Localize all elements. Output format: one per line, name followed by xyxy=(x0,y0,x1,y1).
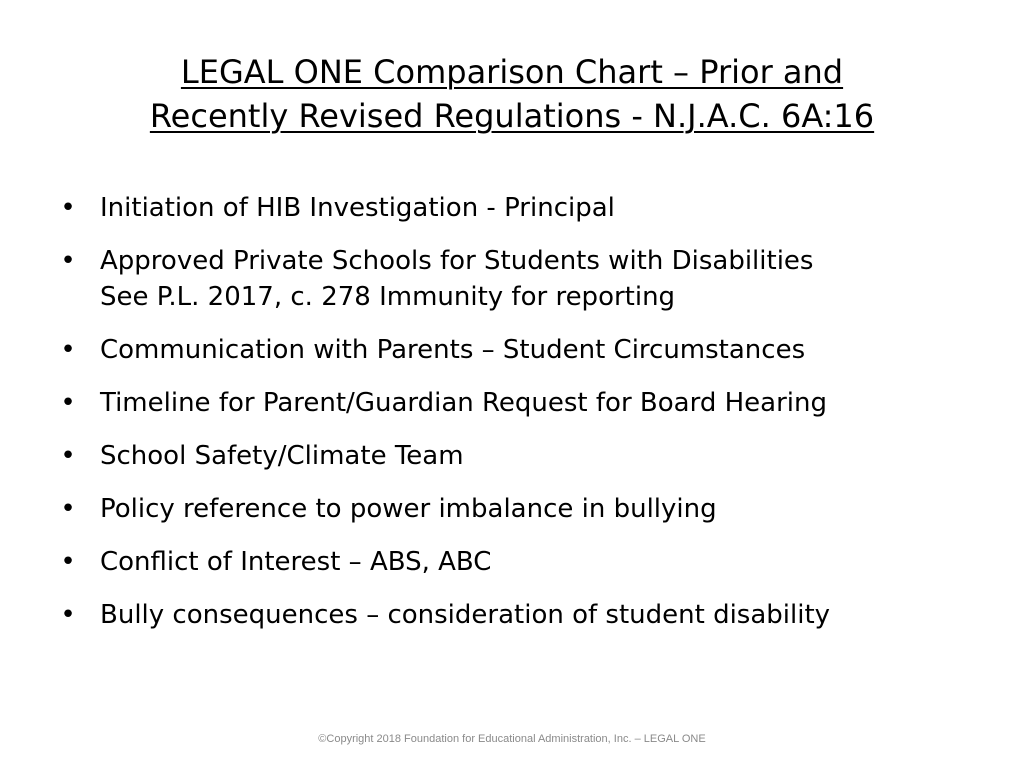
bullet-text-line: Communication with Parents – Student Circumstances xyxy=(100,335,806,365)
bullet-text xyxy=(100,332,978,368)
bullet-list xyxy=(58,190,978,650)
bullet-text-line-2: See P.L. 2017, c. 278 Immunity for reporting xyxy=(100,282,676,312)
bullet-text-line: Conflict of Interest – ABS, ABC xyxy=(100,547,492,577)
bullet-text-line: Policy reference to power imbalance in bullying xyxy=(100,494,717,524)
bullet-text xyxy=(100,190,978,226)
copyright-footer: ©Copyright 2018 Foundation for Educational Administration, Inc. – LEGAL ONE xyxy=(318,733,706,745)
bullet-text xyxy=(100,438,978,474)
bullet-text xyxy=(100,597,978,633)
bullet-dot-icon: • xyxy=(60,246,76,276)
bullet-item-private-schools xyxy=(58,243,978,315)
bullet-text xyxy=(100,544,978,580)
bullet-item-hib-investigation xyxy=(58,190,978,226)
slide-title-line-1: LEGAL ONE Comparison Chart – Prior and xyxy=(180,53,844,91)
bullet-dot-icon: • xyxy=(60,441,76,471)
bullet-text-line: School Safety/Climate Team xyxy=(100,441,464,471)
bullet-dot-icon: • xyxy=(60,494,76,524)
bullet-dot-icon: • xyxy=(60,547,76,577)
bullet-item-conflict-of-interest xyxy=(58,544,978,580)
bullet-text-line: Approved Private Schools for Students with Disabilities xyxy=(100,246,814,276)
bullet-item-board-hearing-timeline xyxy=(58,385,978,421)
bullet-text xyxy=(100,491,978,527)
bullet-item-power-imbalance xyxy=(58,491,978,527)
bullet-dot-icon: • xyxy=(60,600,76,630)
bullet-text-line: Initiation of HIB Investigation - Principal xyxy=(100,193,615,223)
bullet-text xyxy=(100,243,978,315)
bullet-dot-icon: • xyxy=(60,335,76,365)
bullet-item-safety-team xyxy=(58,438,978,474)
bullet-dot-icon: • xyxy=(60,193,76,223)
bullet-item-bully-consequences xyxy=(58,597,978,633)
slide-title xyxy=(60,50,964,138)
bullet-text-line: Timeline for Parent/Guardian Request for Board Hearing xyxy=(100,388,827,418)
bullet-text-line: Bully consequences – consideration of student disability xyxy=(100,600,831,630)
bullet-item-parent-communication xyxy=(58,332,978,368)
slide-title-line-2: Recently Revised Regulations - N.J.A.C. 6A:16 xyxy=(149,97,875,135)
bullet-dot-icon: • xyxy=(60,388,76,418)
bullet-text xyxy=(100,385,978,421)
